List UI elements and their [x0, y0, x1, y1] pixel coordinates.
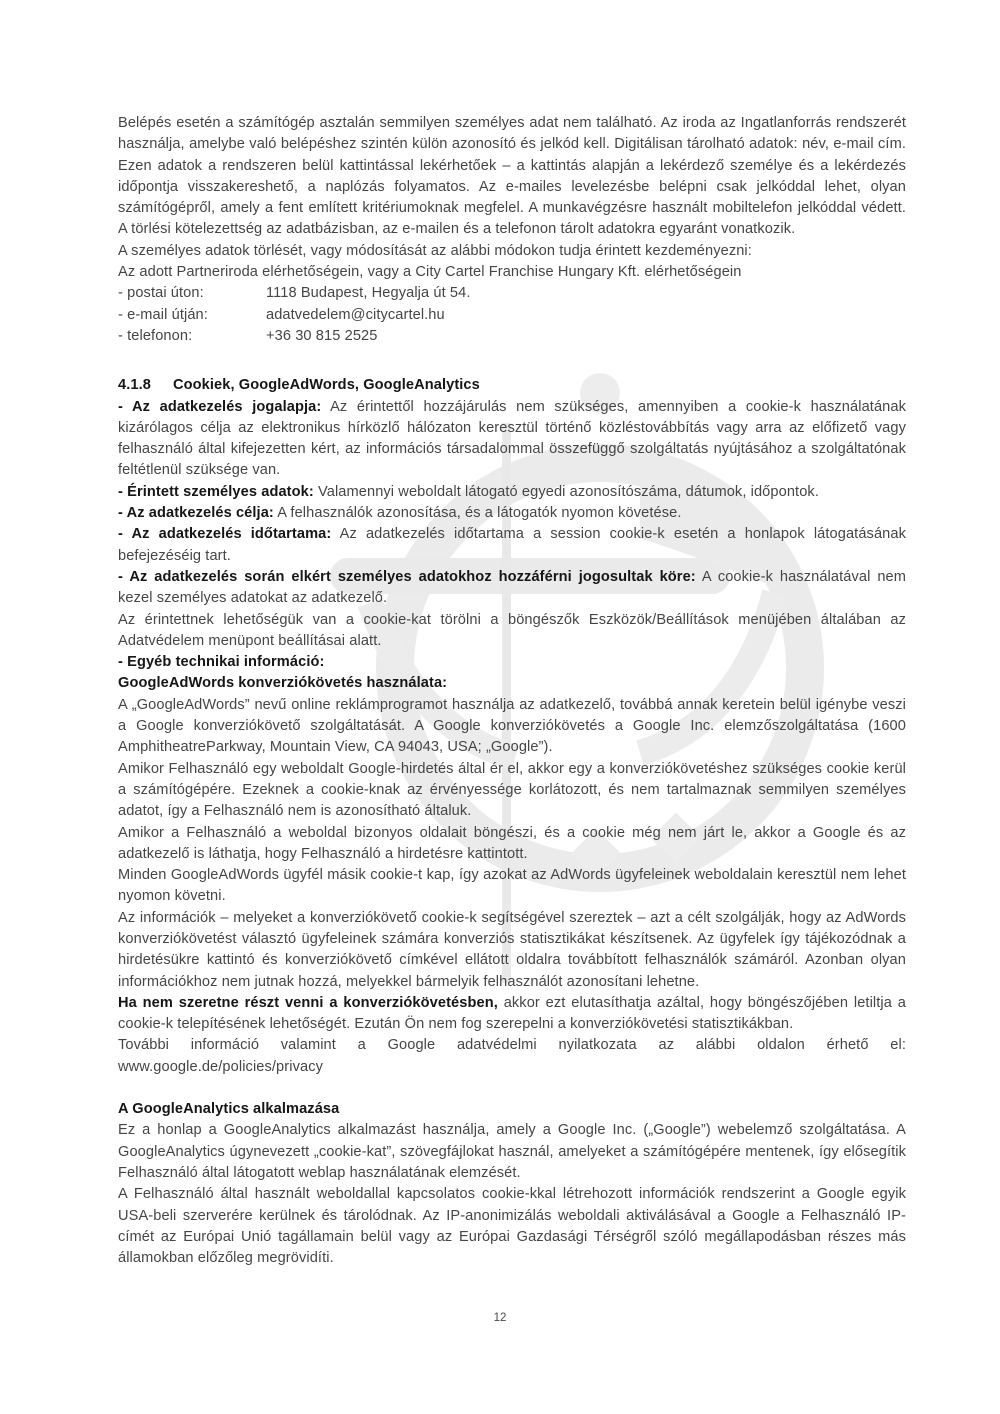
section-number: 4.1.8 — [118, 377, 151, 394]
bullet-legal-basis — [118, 397, 906, 482]
section-heading — [118, 375, 906, 396]
bullet-text: A cookie-k használatával nem kezel személyes adatokat az adatkezelő. — [118, 568, 907, 607]
bullet-lead: - Az adatkezelés jogalapja: — [118, 398, 322, 415]
bullet-text: A felhasználók azonosítása, és a látogatók nyomon követése. — [273, 505, 682, 522]
paragraph-cookie-deletion: Az érintettnek lehetőségük van a cookie-kat törölni a böngészők Eszközök/Beállítások menüjében általában az Adatvédelem menüpont beállításai alatt. — [118, 611, 906, 649]
paragraph-deletion-intro: A személyes adatok törlését, vagy módosítását az alábbi módokon tudja érintett kezdeményezni: — [118, 242, 752, 259]
paragraph-more-info: További információ valamint a Google adatvédelmi nyilatkozata az alábbi oldalon érhető el: — [118, 1037, 906, 1054]
paragraph-adwords-5: Az információk – melyeket a konverziókövető cookie-k segítségével szereztek – azt a célt szolgálják, hogy az AdWords konverziókövetést választó ügyfeleinek számára konverziós statisztikákat készítsenek. Az ügyfelek így tájékozódnak a hirdetésükre kattintó és konverziókövető címkével ellátott oldalra továbbított felhasználók számáról. Azonban olyan információkhoz nem jutnak hozzá, melyekkel bármelyik felhasználót azonosítani lehetne. — [118, 909, 906, 990]
contact-label: - e-mail útján: — [118, 306, 208, 323]
bullet-text: Az adatkezelés időtartama a session cookie-k esetén a honlapok látogatásának befejezéséig tart. — [118, 526, 906, 564]
page-content — [118, 113, 906, 1269]
paragraph-adwords-3: Amikor a Felhasználó a weboldal bizonyos oldalait böngészi, és a cookie még nem járt le, akkor a Google és az adatkezelő is láthatja, hogy Felhasználó a hirdetésre kattintott. — [118, 824, 906, 862]
bullet-duration — [118, 524, 906, 567]
optout-text: akkor ezt elutasíthatja azáltal, hogy böngészőjében letiltja a cookie-k telepítésének lehetőségét. Ezután Ön nem fog szerepelni a konverziókövetési statisztikákban. — [118, 994, 906, 1033]
bullet-text: Valamennyi weboldalt látogató egyedi azonosítószáma, dátumok, időpontok. — [313, 483, 819, 500]
bullet-lead: - Érintett személyes adatok: — [118, 483, 314, 500]
bullet-lead: - Az adatkezelés célja: — [118, 505, 274, 522]
bullet-access-rights — [118, 567, 906, 610]
heading-other-technical-info: - Egyéb technikai információ: — [118, 654, 325, 671]
paragraph-optout — [118, 993, 906, 1036]
contact-row-phone — [118, 326, 906, 347]
privacy-policy-url: www.google.de/policies/privacy — [118, 1058, 323, 1075]
bullet-purpose — [118, 503, 906, 524]
paragraph-adwords-2: Amikor Felhasználó egy weboldalt Google-hirdetés által ér el, akkor egy a konverziókövetéshez szükséges cookie kerül a számítógépére. Ezeknek a cookie-knak az érvényessége korlátozott, és nem tartalmaznak semmilyen személyes adatot, így a Felhasználó nem is azonosítható általuk. — [118, 760, 906, 820]
bullet-personal-data — [118, 482, 906, 503]
contact-row-email — [118, 305, 906, 326]
section-title: Cookiek, GoogleAdWords, GoogleAnalytics — [172, 377, 480, 394]
paragraph-analytics-2: A Felhasználó által használt weboldallal kapcsolatos cookie-kkal létrehozott információk rendszerint a Google egyik USA-beli szerverére kerülnek és tárolódnak. Az IP-anonimizálás weboldali aktiválásával a Google a Felhasználó IP-címét az Európai Unió tagállamain belül vagy az Európai Gazdasági Térségről szóló megállapodásban részes más államokban előzőleg megrövidíti. — [118, 1186, 906, 1267]
contact-label: - postai úton: — [118, 285, 204, 302]
bullet-text: Az érintettől hozzájárulás nem szükséges, amennyiben a cookie-k használatának kizárólagos célja az elektronikus hírközlő hálózaton keresztül történő közléstovábbítás vagy arra az előfizető vagy felhasználó által kifejezetten kért, az információs társadalommal összefüggő szolgáltatás nyújtásához a szolgáltatónak feltétlenül szüksége van. — [118, 398, 906, 479]
paragraph-adwords-1: A „GoogleAdWords” nevű online reklámprogramot használja az adatkezelő, továbbá annak keretein belül igénybe veszi a Google konverziókövető szolgáltatását. A Google konverziókövetés a Google Inc. elemzőszolgáltatása (1600 AmphitheatreParkway, Mountain View, CA 94043, USA; „Google”). — [118, 696, 906, 756]
paragraph-access-policy: Belépés esetén a számítógép asztalán semmilyen személyes adat nem található. Az iroda az Ingatlanforrás rendszerét használja, amelybe való belépéshez szintén külön azonosító és jelkód kell. Digitálisan tárolható adatok: név, e-mail cím. Ezen adatok a rendszeren belül kattintással lekérhetőek – a kattintás alapján a lekérdező személye és a lekérdezés időpontja visszakereshető, a naplózás folyamatos. Az e-mailes levelezésbe belépni csak jelkóddal lehet, olyan számítógépről, amely a fent említett kritériumoknak megfelel. A munkavégzésre használt mobiltelefon jelkóddal védett. A törlési kötelezettség az adatbázisban, az e-mailen és a telefonon tárolt adatokra egyaránt vonatkozik. — [118, 115, 906, 238]
postal-address: 1118 Budapest, Hegyalja út 54. — [266, 285, 471, 302]
phone-number: +36 30 815 2525 — [266, 327, 378, 344]
paragraph-adwords-4: Minden GoogleAdWords ügyfél másik cookie-t kap, így azokat az AdWords ügyfeleinek weboldalain keresztül nem lehet nyomon követni. — [118, 867, 906, 905]
heading-analytics: A GoogleAnalytics alkalmazása — [118, 1101, 340, 1118]
bullet-lead: - Az adatkezelés időtartama: — [118, 526, 332, 543]
optout-lead: Ha nem szeretne részt venni a konverziókövetésben, — [118, 994, 498, 1011]
paragraph-analytics-1: Ez a honlap a GoogleAnalytics alkalmazást használja, amely a Google Inc. („Google”) webelemző szolgáltatása. A GoogleAnalytics úgynevezett „cookie-kat”, szövegfájlokat használ, amelyeket a számítógépére mentenek, így elősegítik Felhasználó által látogatott weblap használatának elemzését. — [118, 1122, 906, 1181]
page-number: 12 — [493, 1312, 507, 1324]
heading-adwords-usage: GoogleAdWords konverziókövetés használata: — [118, 675, 448, 692]
bullet-lead: - Az adatkezelés során elkért személyes adatokhoz hozzáférni jogosultak köre: — [118, 568, 696, 585]
contact-label: - telefonon: — [118, 327, 193, 344]
email-address: adatvedelem@citycartel.hu — [266, 306, 445, 323]
paragraph-contact-intro: Az adott Partneriroda elérhetőségein, vagy a City Cartel Franchise Hungary Kft. elérhetőségein — [118, 264, 742, 281]
contact-row-postal — [118, 283, 906, 304]
